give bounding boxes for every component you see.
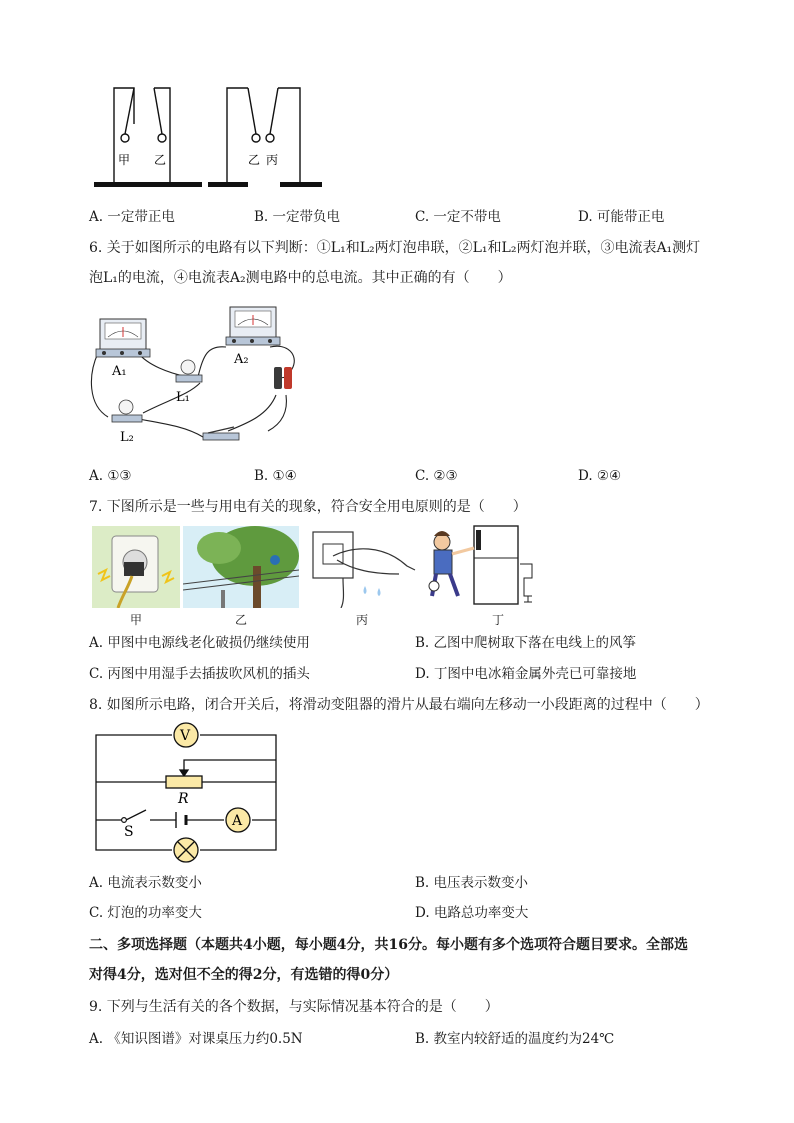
label-l2: L₂: [120, 430, 134, 445]
fig-parallel-circuit: [88, 305, 318, 455]
q8-stem: 8. 如图所示电路，闭合开关后，将滑动变阻器的滑片从最右端向左移动一小段距离的过程中（ ）: [89, 697, 709, 713]
caption-jia: 甲: [129, 613, 142, 627]
q7-stem: 7. 下图所示是一些与用电有关的现象，符合安全用电原则的是（ ）: [89, 499, 527, 515]
fig-safety-ding: [424, 524, 548, 608]
q7-option-d[interactable]: D. 丁图中电冰箱金属外壳已可靠接地: [415, 666, 637, 682]
label-a2: A₂: [234, 352, 249, 367]
label-voltmeter: V: [180, 728, 191, 744]
caption-bing: 丙: [355, 613, 368, 627]
q8-option-a[interactable]: A. 电流表示数变小: [89, 875, 202, 891]
q7-option-a[interactable]: A. 甲图中电源线老化破损仍继续使用: [89, 635, 310, 651]
ball-label-yi-1: 乙: [154, 153, 167, 167]
ball-label-jia: 甲: [118, 153, 131, 167]
q7-option-c[interactable]: C. 丙图中用湿手去插拔吹风机的插头: [89, 666, 310, 682]
fig-safety-bing: [303, 526, 419, 608]
fig-safety-yi: [183, 526, 299, 608]
q5-option-d[interactable]: D. 可能带正电: [578, 209, 665, 225]
label-l1: L₁: [176, 390, 190, 405]
caption-yi: 乙: [234, 613, 247, 627]
caption-ding: 丁: [491, 613, 504, 627]
q9-option-a[interactable]: A. 《知识图谱》对课桌压力约0.5N: [89, 1031, 303, 1047]
q8-option-b[interactable]: B. 电压表示数变小: [415, 875, 529, 891]
q8-option-c[interactable]: C. 灯泡的功率变大: [89, 905, 202, 921]
label-switch: S: [124, 824, 134, 840]
fig-rheostat-circuit: [88, 720, 288, 868]
q6-option-d[interactable]: D. ②④: [578, 468, 622, 484]
fig-charged-balls: [90, 82, 330, 192]
q9-option-b[interactable]: B. 教室内较舒适的温度约为24℃: [415, 1031, 615, 1047]
q6-stem-line1: 6. 关于如图所示的电路有以下判断：①L₁和L₂两灯泡串联，②L₁和L₂两灯泡并联，③电流表A₁测灯: [89, 240, 701, 256]
ball-label-yi-2: 乙: [248, 153, 261, 167]
q7-option-b[interactable]: B. 乙图中爬树取下落在电线上的风筝: [415, 635, 637, 651]
label-ammeter: A: [232, 813, 243, 829]
q5-option-c[interactable]: C. 一定不带电: [415, 209, 501, 225]
q5-option-a[interactable]: A. 一定带正电: [89, 209, 175, 225]
q6-option-c[interactable]: C. ②③: [415, 468, 458, 484]
label-rheostat: R: [178, 791, 189, 807]
section2-heading-line2: 对得4分，选对但不全的得2分，有选错的得0分）: [89, 967, 399, 983]
q5-option-b[interactable]: B. 一定带负电: [254, 209, 341, 225]
fig-safety-jia: [92, 526, 180, 608]
q6-stem-line2: 泡L₁的电流，④电流表A₂测电路中的总电流。其中正确的有（ ）: [89, 270, 512, 286]
q9-stem: 9. 下列与生活有关的各个数据，与实际情况基本符合的是（ ）: [89, 999, 499, 1015]
ball-label-bing: 丙: [266, 153, 279, 167]
q6-option-a[interactable]: A. ①③: [89, 468, 132, 484]
label-a1: A₁: [112, 364, 127, 379]
q6-option-b[interactable]: B. ①④: [254, 468, 297, 484]
section2-heading-line1: 二、多项选择题（本题共4小题，每小题4分，共16分。每小题有多个选项符合题目要求。全部选: [89, 937, 688, 953]
q8-option-d[interactable]: D. 电路总功率变大: [415, 905, 529, 921]
